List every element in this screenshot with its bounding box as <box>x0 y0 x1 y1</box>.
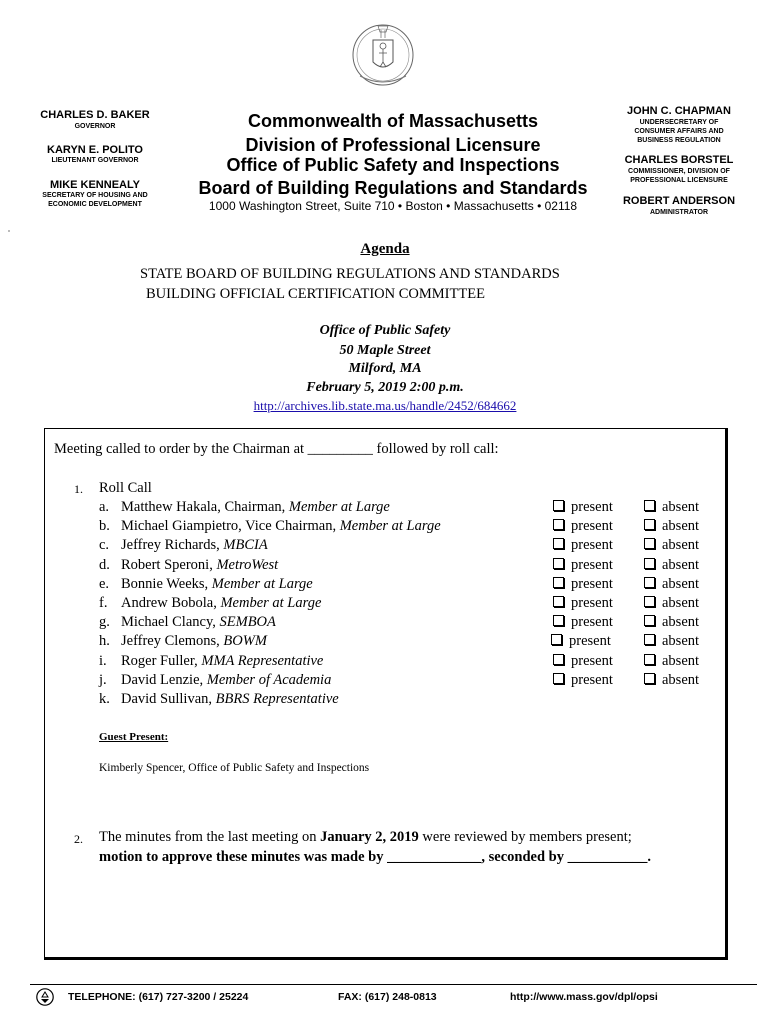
member-role: Member of Academia <box>206 672 332 688</box>
secretary-title-line1: SECRETARY OF HOUSING AND <box>42 192 148 199</box>
member-letter: c. <box>99 537 110 553</box>
present-checkbox[interactable] <box>553 557 613 574</box>
member-row <box>99 614 276 631</box>
item1-number: 1. <box>74 482 83 496</box>
board-name-line2: BUILDING OFFICIAL CERTIFICATION COMMITTEE <box>146 286 485 302</box>
member-role: SEMBOA <box>219 614 276 630</box>
governor-name: CHARLES D. BAKER <box>40 109 150 121</box>
administrator-name: ROBERT ANDERSON <box>622 195 736 207</box>
recycle-icon <box>36 988 54 1006</box>
member-row <box>99 499 390 516</box>
absent-checkbox[interactable] <box>644 614 699 631</box>
checkbox-icon <box>644 673 655 684</box>
commissioner-title-line1: COMMISSIONER, DIVISION OF <box>628 168 730 175</box>
present-label: present <box>571 672 613 688</box>
member-name: Matthew Hakala, Chairman, <box>121 499 289 515</box>
member-letter: k. <box>99 691 110 707</box>
checkbox-icon <box>553 500 564 511</box>
checkbox-icon <box>553 673 564 684</box>
member-letter: e. <box>99 576 110 592</box>
absent-label: absent <box>662 537 700 553</box>
member-letter: j. <box>99 672 107 688</box>
member-letter: b. <box>99 518 110 534</box>
present-label: present <box>569 633 611 649</box>
present-checkbox[interactable] <box>553 499 613 516</box>
present-label: present <box>571 499 613 515</box>
member-role: Member at Large <box>339 518 441 534</box>
footer-url[interactable]: http://www.mass.gov/dpl/opsi <box>510 991 658 1003</box>
checkbox-icon <box>644 519 655 530</box>
checkbox-icon <box>553 577 564 588</box>
header-board: Board of Building Regulations and Standards <box>198 178 588 198</box>
meeting-datetime: February 5, 2019 2:00 p.m. <box>306 380 464 395</box>
item2-line2: motion to approve these minutes was made by _____________, seconded by ___________. <box>99 849 651 865</box>
item2-line1 <box>99 829 632 846</box>
present-label: present <box>571 576 613 592</box>
absent-label: absent <box>662 653 700 669</box>
checkbox-icon <box>553 596 564 607</box>
margin-mark <box>8 230 10 232</box>
member-row <box>99 518 441 535</box>
member-role: MMA Representative <box>201 653 324 669</box>
absent-label: absent <box>662 557 700 573</box>
member-name: David Lenzie, <box>121 672 207 688</box>
absent-label: absent <box>662 672 700 688</box>
member-row <box>99 537 268 554</box>
present-checkbox[interactable] <box>553 576 613 593</box>
member-name: Michael Giampietro, Vice Chairman, <box>121 518 340 534</box>
board-name-line1: STATE BOARD OF BUILDING REGULATIONS AND STANDARDS <box>140 266 560 282</box>
checkbox-icon <box>644 634 655 645</box>
checkbox-icon <box>644 615 655 626</box>
undersecretary-title-line3: BUSINESS REGULATION <box>637 137 721 144</box>
member-letter: h. <box>99 633 110 649</box>
archive-link[interactable]: http://archives.lib.state.ma.us/handle/2452/684662 <box>253 398 517 413</box>
absent-checkbox[interactable] <box>644 595 699 612</box>
guest-list: Kimberly Spencer, Office of Public Safety and Inspections <box>99 762 370 774</box>
checkbox-icon <box>553 615 564 626</box>
location-city: Milford, MA <box>348 361 422 376</box>
member-name: Michael Clancy, <box>121 614 220 630</box>
absent-label: absent <box>662 633 700 649</box>
checkbox-icon <box>551 634 562 645</box>
massachusetts-seal-icon <box>348 18 418 88</box>
header-address: 1000 Washington Street, Suite 710 • Boston • Massachusetts • 02118 <box>208 199 578 213</box>
member-letter: g. <box>99 614 110 630</box>
item2-line1-post: were reviewed by members present; <box>418 829 632 845</box>
member-name: Jeffrey Clemons, <box>121 633 224 649</box>
checkbox-icon <box>644 596 655 607</box>
agenda-heading: Agenda <box>360 241 410 257</box>
member-row <box>99 633 267 650</box>
present-label: present <box>571 653 613 669</box>
checkbox-icon <box>553 558 564 569</box>
lieutenant-governor-title: LIEUTENANT GOVERNOR <box>51 157 139 164</box>
governor-title: GOVERNOR <box>74 123 116 130</box>
checkbox-icon <box>644 577 655 588</box>
checkbox-icon <box>553 654 564 665</box>
undersecretary-name: JOHN C. CHAPMAN <box>627 105 731 117</box>
member-row <box>99 576 313 593</box>
checkbox-icon <box>644 654 655 665</box>
present-checkbox[interactable] <box>553 653 613 670</box>
present-label: present <box>571 595 613 611</box>
present-checkbox[interactable] <box>551 633 611 650</box>
member-role: MetroWest <box>216 557 279 573</box>
member-letter: i. <box>99 653 107 669</box>
item1-label: Roll Call <box>99 480 152 496</box>
member-row <box>99 595 321 612</box>
member-row <box>99 672 331 689</box>
checkbox-icon <box>644 538 655 549</box>
absent-checkbox[interactable] <box>644 576 699 593</box>
present-checkbox[interactable] <box>553 518 613 535</box>
member-role: MBCIA <box>223 537 268 553</box>
absent-label: absent <box>662 499 700 515</box>
member-letter: d. <box>99 557 110 573</box>
present-label: present <box>571 557 613 573</box>
present-checkbox[interactable] <box>553 537 613 554</box>
undersecretary-title-line2: CONSUMER AFFAIRS AND <box>634 128 724 135</box>
item2-date: January 2, 2019 <box>320 829 419 845</box>
member-role: BBRS Representative <box>215 691 339 707</box>
checkbox-icon <box>644 500 655 511</box>
item2-number: 2. <box>74 832 83 846</box>
header-division: Division of Professional Licensure <box>245 135 541 155</box>
present-label: present <box>571 614 613 630</box>
commissioner-title-line2: PROFESSIONAL LICENSURE <box>630 177 728 184</box>
present-checkbox[interactable] <box>553 595 613 612</box>
member-letter: a. <box>99 499 110 515</box>
member-role: BOWM <box>223 633 267 649</box>
member-name: Bonnie Weeks, <box>121 576 212 592</box>
member-row <box>99 557 278 574</box>
member-row <box>99 691 339 708</box>
absent-checkbox[interactable] <box>644 633 699 650</box>
location-street: 50 Maple Street <box>339 343 431 358</box>
absent-checkbox[interactable] <box>644 499 699 516</box>
absent-checkbox[interactable] <box>644 653 699 670</box>
absent-label: absent <box>662 595 700 611</box>
present-checkbox[interactable] <box>553 614 613 631</box>
commissioner-name: CHARLES BORSTEL <box>624 154 734 166</box>
absent-checkbox[interactable] <box>644 537 699 554</box>
present-checkbox[interactable] <box>553 672 613 689</box>
checkbox-icon <box>553 538 564 549</box>
present-label: present <box>571 537 613 553</box>
member-role: Member at Large <box>288 499 390 515</box>
member-name: Robert Speroni, <box>121 557 217 573</box>
member-name: David Sullivan, <box>121 691 216 707</box>
member-name: Roger Fuller, <box>121 653 202 669</box>
footer-fax: FAX: (617) 248-0813 <box>338 991 437 1003</box>
footer-telephone: TELEPHONE: (617) 727-3200 / 25224 <box>68 991 249 1003</box>
checkbox-icon <box>553 519 564 530</box>
secretary-title-line2: ECONOMIC DEVELOPMENT <box>48 201 142 208</box>
absent-checkbox[interactable] <box>644 672 699 689</box>
guest-heading: Guest Present: <box>99 731 169 743</box>
header-commonwealth: Commonwealth of Massachusetts <box>247 111 539 131</box>
member-name: Jeffrey Richards, <box>121 537 224 553</box>
absent-label: absent <box>662 518 700 534</box>
member-row <box>99 653 323 670</box>
checkbox-icon <box>644 558 655 569</box>
item2-line1-pre: The minutes from the last meeting on <box>99 829 321 845</box>
member-letter: f. <box>99 595 108 611</box>
footer-divider <box>30 984 757 985</box>
absent-label: absent <box>662 614 700 630</box>
member-name: Andrew Bobola, <box>121 595 221 611</box>
absent-label: absent <box>662 576 700 592</box>
lieutenant-governor-name: KARYN E. POLITO <box>47 144 143 156</box>
present-label: present <box>571 518 613 534</box>
call-to-order-text: Meeting called to order by the Chairman at _________ followed by roll call: <box>54 441 499 457</box>
secretary-name: MIKE KENNEALY <box>49 179 141 191</box>
member-role: Member at Large <box>220 595 322 611</box>
absent-checkbox[interactable] <box>644 518 699 535</box>
absent-checkbox[interactable] <box>644 557 699 574</box>
administrator-title: ADMINISTRATOR <box>649 209 709 216</box>
header-office: Office of Public Safety and Inspections <box>226 155 560 175</box>
location-venue: Office of Public Safety <box>319 323 451 338</box>
undersecretary-title-line1: UNDERSECRETARY OF <box>639 119 719 126</box>
member-role: Member at Large <box>211 576 313 592</box>
